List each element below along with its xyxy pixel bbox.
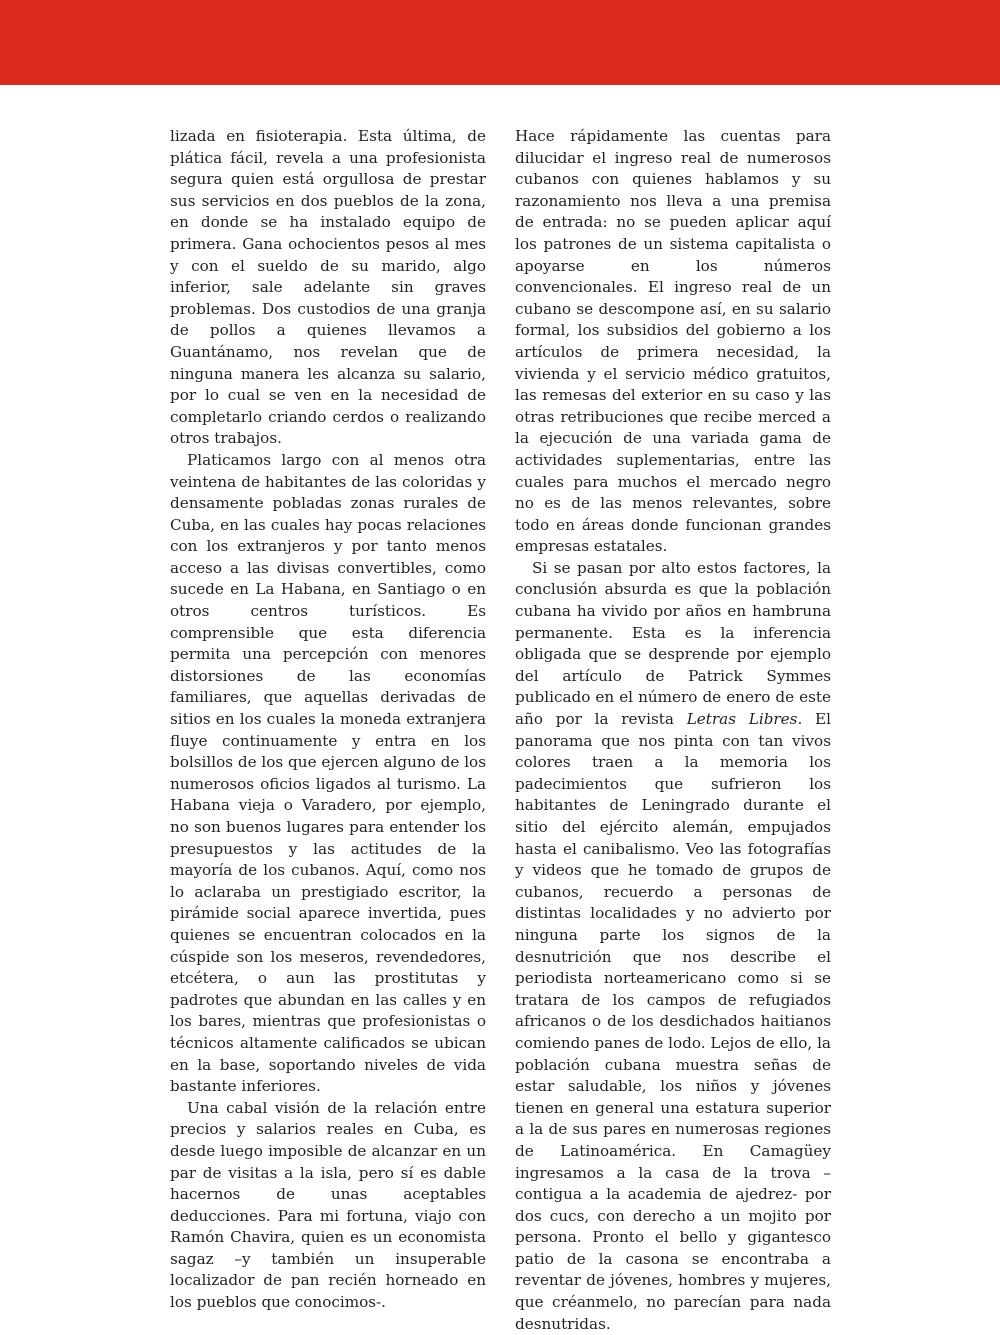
text-column-right: [515, 126, 831, 1335]
paragraph: [515, 558, 831, 1335]
magazine-title: Letras Libres: [686, 710, 798, 729]
paragraph: lizada en fisioterapia. Esta última, de plática fácil, revela a una profesionista segura quien está orgullosa de prestar sus servicios en dos pueblos de la zona, en donde se ha instalado equipo de primera. Gana ochocientos pesos al mes y con el sueldo de su marido, algo inferior, sale adelante sin graves problemas. Dos custodios de una granja de pollos a quienes llevamos a Guantánamo, nos revelan que de ninguna manera les alcanza su salario, por lo cual se ven en la necesidad de completarlo criando cerdos o realizando otros trabajos.: [170, 127, 486, 448]
paragraph-text: . El panorama que nos pinta con tan vivos colores traen a la memoria los padecimientos que sufrieron los habitantes de Leningrado durante el sitio del ejército alemán, empujados hasta el canibalismo. Veo las fotografías y videos que he tomado de grupos de cubanos, recuerdo a personas de distintas localidades y no advierto por ninguna parte los signos de la desnutrición que nos describe el periodista norteamericano como si se tratara de los campos de refugiados africanos o de los desdichados haitianos comiendo panes de lodo. Lejos de ello, la población cubana muestra señas de estar saludable, los niños y jóvenes tienen en general una estatura superior a la de sus pares en numerosas regiones de Latinoamérica. En Camagüey ingresamos a la casa de la trova –contigua a la academia de ajedrez- por dos cucs, con derecho a un mojito por persona. Pronto el bello y gigantesco patio de la casona se encontraba a reventar de jóvenes, hombres y mujeres, que créanmelo, no parecían para nada desnutridas.: [515, 710, 832, 1333]
header-color-band: [0, 0, 1000, 85]
paragraph: Una cabal visión de la relación entre precios y salarios reales en Cuba, es desde luego imposible de alcanzar en un par de visitas a la isla, pero sí es dable hacernos de unas aceptables deducciones. Para mi fortuna, viajo con Ramón Chavira, quien es un economista sagaz –y también un insuperable localizador de pan recién horneado en los pueblos que conocimos-.: [170, 1098, 486, 1312]
paragraph-text: Si se pasan por alto estos factores, la conclusión absurda es que la población cubana ha vivido por años en hambruna permanente. Esta es la inferencia obligada que se desprende por ejemplo del artículo de Patrick Symmes publicado en el número de enero de este año por la revista: [515, 558, 831, 729]
paragraph: Platicamos largo con al menos otra veintena de habitantes de las coloridas y densamente pobladas zonas rurales de Cuba, en las cuales hay pocas relaciones con los extranjeros y por tanto menos acceso a las divisas convertibles, como sucede en La Habana, en Santiago o en otros centros turísticos. Es comprensible que esta diferencia permita una percepción con menores distorsiones de las economías familiares, que aquellas derivadas de sitios en los cuales la moneda extranjera fluye continuamente y entra en los bolsillos de los que ejercen alguno de los numerosos oficios ligados al turismo. La Habana vieja o Varadero, por ejemplo, no son buenos lugares para entender los presupuestos y las actitudes de la mayoría de los cubanos. Aquí, como nos lo aclaraba un prestigiado escritor, la pirámide social aparece invertida, pues quienes se encuentran colocados en la cúspide son los meseros, revendedores, etcétera, o aun las prostitutas y padrotes que abundan en las calles y en los bares, mientras que profesionistas o técnicos altamente calificados se ubican en la base, soportando niveles de vida bastante inferiores.: [170, 450, 486, 1096]
text-column-left: [170, 126, 486, 1314]
paragraph: Hace rápidamente las cuentas para dilucidar el ingreso real de numerosos cubanos con quienes hablamos y su razonamiento nos lleva a una premisa de entrada: no se pueden aplicar aquí los patrones de un sistema capitalista o apoyarse en los números convencionales. El ingreso real de un cubano se descompone así, en su salario formal, los subsidios del gobierno a los artículos de primera necesidad, la vivienda y el servicio médico gratuitos, las remesas del exterior en su caso y las otras retribuciones que recibe merced a la ejecución de una variada gama de actividades suplementarias, entre las cuales para muchos el mercado negro no es de las menos relevantes, sobre todo en áreas donde funcionan grandes empresas estatales.: [515, 127, 831, 556]
